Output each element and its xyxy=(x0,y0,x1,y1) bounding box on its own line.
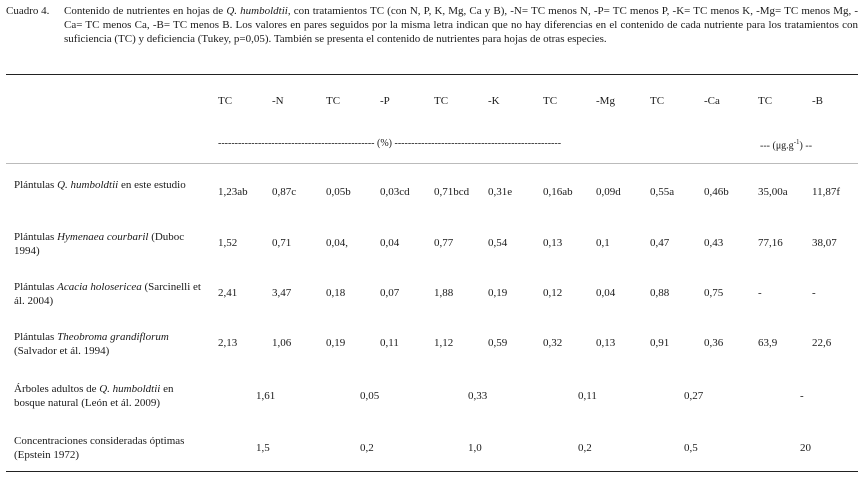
table-cell: 0,04, xyxy=(326,237,348,249)
column-header: TC xyxy=(434,95,449,107)
column-header: TC xyxy=(218,95,233,107)
column-header: -Ca xyxy=(704,95,720,107)
row-label-source: en bosque natural (León et ál. 2009) xyxy=(14,383,174,409)
table-cell-merged: 0,27 xyxy=(684,390,704,402)
table-cell: 0,16ab xyxy=(543,186,573,198)
table-cell: 0,54 xyxy=(488,237,508,249)
ugg-units-tail: ) -- xyxy=(799,140,813,152)
column-header: -B xyxy=(812,95,823,107)
row-label-species: Q. humboldtii xyxy=(57,179,119,191)
row-label xyxy=(14,434,204,462)
row-label-species: Acacia holosericea xyxy=(57,281,142,293)
table-cell-merged: 0,05 xyxy=(360,390,380,402)
table-cell-merged: 1,5 xyxy=(256,442,270,454)
table-cell: 1,06 xyxy=(272,337,292,349)
row-label-text: Concentraciones consideradas óptimas (Epstein 1972) xyxy=(14,435,185,461)
table-cell-merged: 0,33 xyxy=(468,390,488,402)
table-cell: 0,19 xyxy=(488,287,508,299)
table-cell: 0,43 xyxy=(704,237,724,249)
table-cell-merged: 1,61 xyxy=(256,390,276,402)
table-cell: - xyxy=(812,287,816,299)
table-cell: 0,11 xyxy=(380,337,399,349)
table-cell: 0,09d xyxy=(596,186,621,198)
table-cell: 1,23ab xyxy=(218,186,248,198)
table-cell-merged: 0,2 xyxy=(360,442,374,454)
row-label-source: (Salvador et ál. 1994) xyxy=(14,345,110,357)
table-cell: 0,1 xyxy=(596,237,610,249)
table-cell: 1,52 xyxy=(218,237,238,249)
table-cell: 0,03cd xyxy=(380,186,410,198)
row-label xyxy=(14,280,204,308)
row-label-species: Q. humboldtii xyxy=(99,383,161,395)
table-cell: 0,31e xyxy=(488,186,513,198)
table-cell: 0,05b xyxy=(326,186,351,198)
row-label-source: en este estudio xyxy=(118,179,186,191)
row-label-source: (Duboc 1994) xyxy=(14,231,185,257)
column-header: TC xyxy=(543,95,558,107)
table-cell: - xyxy=(758,287,762,299)
table-cell: 0,59 xyxy=(488,337,508,349)
column-header: -P xyxy=(380,95,390,107)
row-label-species: Hymenaea courbaril xyxy=(57,231,149,243)
column-header: -N xyxy=(272,95,284,107)
table-cell: 22,6 xyxy=(812,337,832,349)
table-cell: 0,91 xyxy=(650,337,670,349)
row-label-text: Plántulas xyxy=(14,179,58,191)
table-cell: 77,16 xyxy=(758,237,783,249)
header-separator xyxy=(6,163,858,164)
row-label-text: Plántulas xyxy=(14,281,58,293)
table-bottom-rule xyxy=(6,471,858,472)
caption-text-part2: , con tratamientos TC (con N, P, K, Mg, Ca y B), -N= TC menos N, -P= TC menos P, -K= TC menos K, -Mg= TC menos Mg, -Ca= TC menos Ca, -B= TC menos B. Los valores en pares seguidos por la misma letra indican que no hay diferencias en el contenido de cada nutriente para los tratamientos con suficiencia (TC) y deficiencia (Tukey, p=0,05). También se presenta el contenido de nutrientes para hojas de otras especies. xyxy=(64,5,859,45)
column-header: TC xyxy=(326,95,341,107)
table-cell-merged: - xyxy=(800,390,804,402)
table-cell: 1,88 xyxy=(434,287,454,299)
table-cell: 63,9 xyxy=(758,337,778,349)
table-cell: 0,75 xyxy=(704,287,724,299)
column-header: TC xyxy=(650,95,665,107)
ugg-units-label: --- (μg.g xyxy=(760,140,794,152)
table-cell: 0,55a xyxy=(650,186,675,198)
column-header: -Mg xyxy=(596,95,615,107)
table-cell: 0,36 xyxy=(704,337,724,349)
row-label-species: Theobroma grandiflorum xyxy=(57,331,169,343)
table-cell: 0,46b xyxy=(704,186,729,198)
table-cell: 0,71 xyxy=(272,237,292,249)
row-label xyxy=(14,230,204,258)
row-label xyxy=(14,382,204,410)
table-cell: 0,18 xyxy=(326,287,346,299)
table-cell: 0,19 xyxy=(326,337,346,349)
row-label-text: Plántulas xyxy=(14,331,58,343)
table-cell: 0,04 xyxy=(596,287,616,299)
percent-units-line: ----------------------------------------------- (%) -------------------------------------------------- xyxy=(218,138,562,149)
table-cell: 0,12 xyxy=(543,287,563,299)
table-cell-merged: 20 xyxy=(800,442,811,454)
table-cell-merged: 0,2 xyxy=(578,442,592,454)
row-label-source: (Sarcinelli et ál. 2004) xyxy=(14,281,201,307)
table-cell: 35,00a xyxy=(758,186,788,198)
caption-text-part1: Contenido de nutrientes en hojas de xyxy=(64,5,227,17)
table-cell: 1,12 xyxy=(434,337,454,349)
table-cell: 2,41 xyxy=(218,287,238,299)
table-cell: 0,07 xyxy=(380,287,400,299)
table-cell: 0,32 xyxy=(543,337,563,349)
table-cell: 0,77 xyxy=(434,237,454,249)
caption-label: Cuadro 4. xyxy=(6,5,50,17)
table-cell: 0,13 xyxy=(543,237,563,249)
table-cell: 0,87c xyxy=(272,186,297,198)
table-top-rule xyxy=(6,74,858,75)
caption-species: Q. humboldtii xyxy=(226,5,288,17)
table-cell: 3,47 xyxy=(272,287,292,299)
caption-text xyxy=(64,4,858,46)
table-cell-merged: 1,0 xyxy=(468,442,482,454)
row-label-text: Árboles adultos de xyxy=(14,383,100,395)
table-cell: 2,13 xyxy=(218,337,238,349)
ugg-units-line xyxy=(760,138,812,151)
row-label xyxy=(14,178,204,192)
table-cell: 0,88 xyxy=(650,287,670,299)
table-cell-merged: 0,5 xyxy=(684,442,698,454)
column-header: -K xyxy=(488,95,500,107)
table-cell: 11,87f xyxy=(812,186,841,198)
table-cell: 0,04 xyxy=(380,237,400,249)
row-label xyxy=(14,330,204,358)
table-cell: 0,13 xyxy=(596,337,616,349)
row-label-text: Plántulas xyxy=(14,231,58,243)
table-cell-merged: 0,11 xyxy=(578,390,597,402)
table-cell: 0,71bcd xyxy=(434,186,470,198)
table-caption xyxy=(6,4,858,46)
ugg-units-sup: -1 xyxy=(793,138,800,146)
column-header: TC xyxy=(758,95,773,107)
table-cell: 0,47 xyxy=(650,237,670,249)
table-cell: 38,07 xyxy=(812,237,837,249)
percent-units-label: (%) xyxy=(377,138,393,149)
